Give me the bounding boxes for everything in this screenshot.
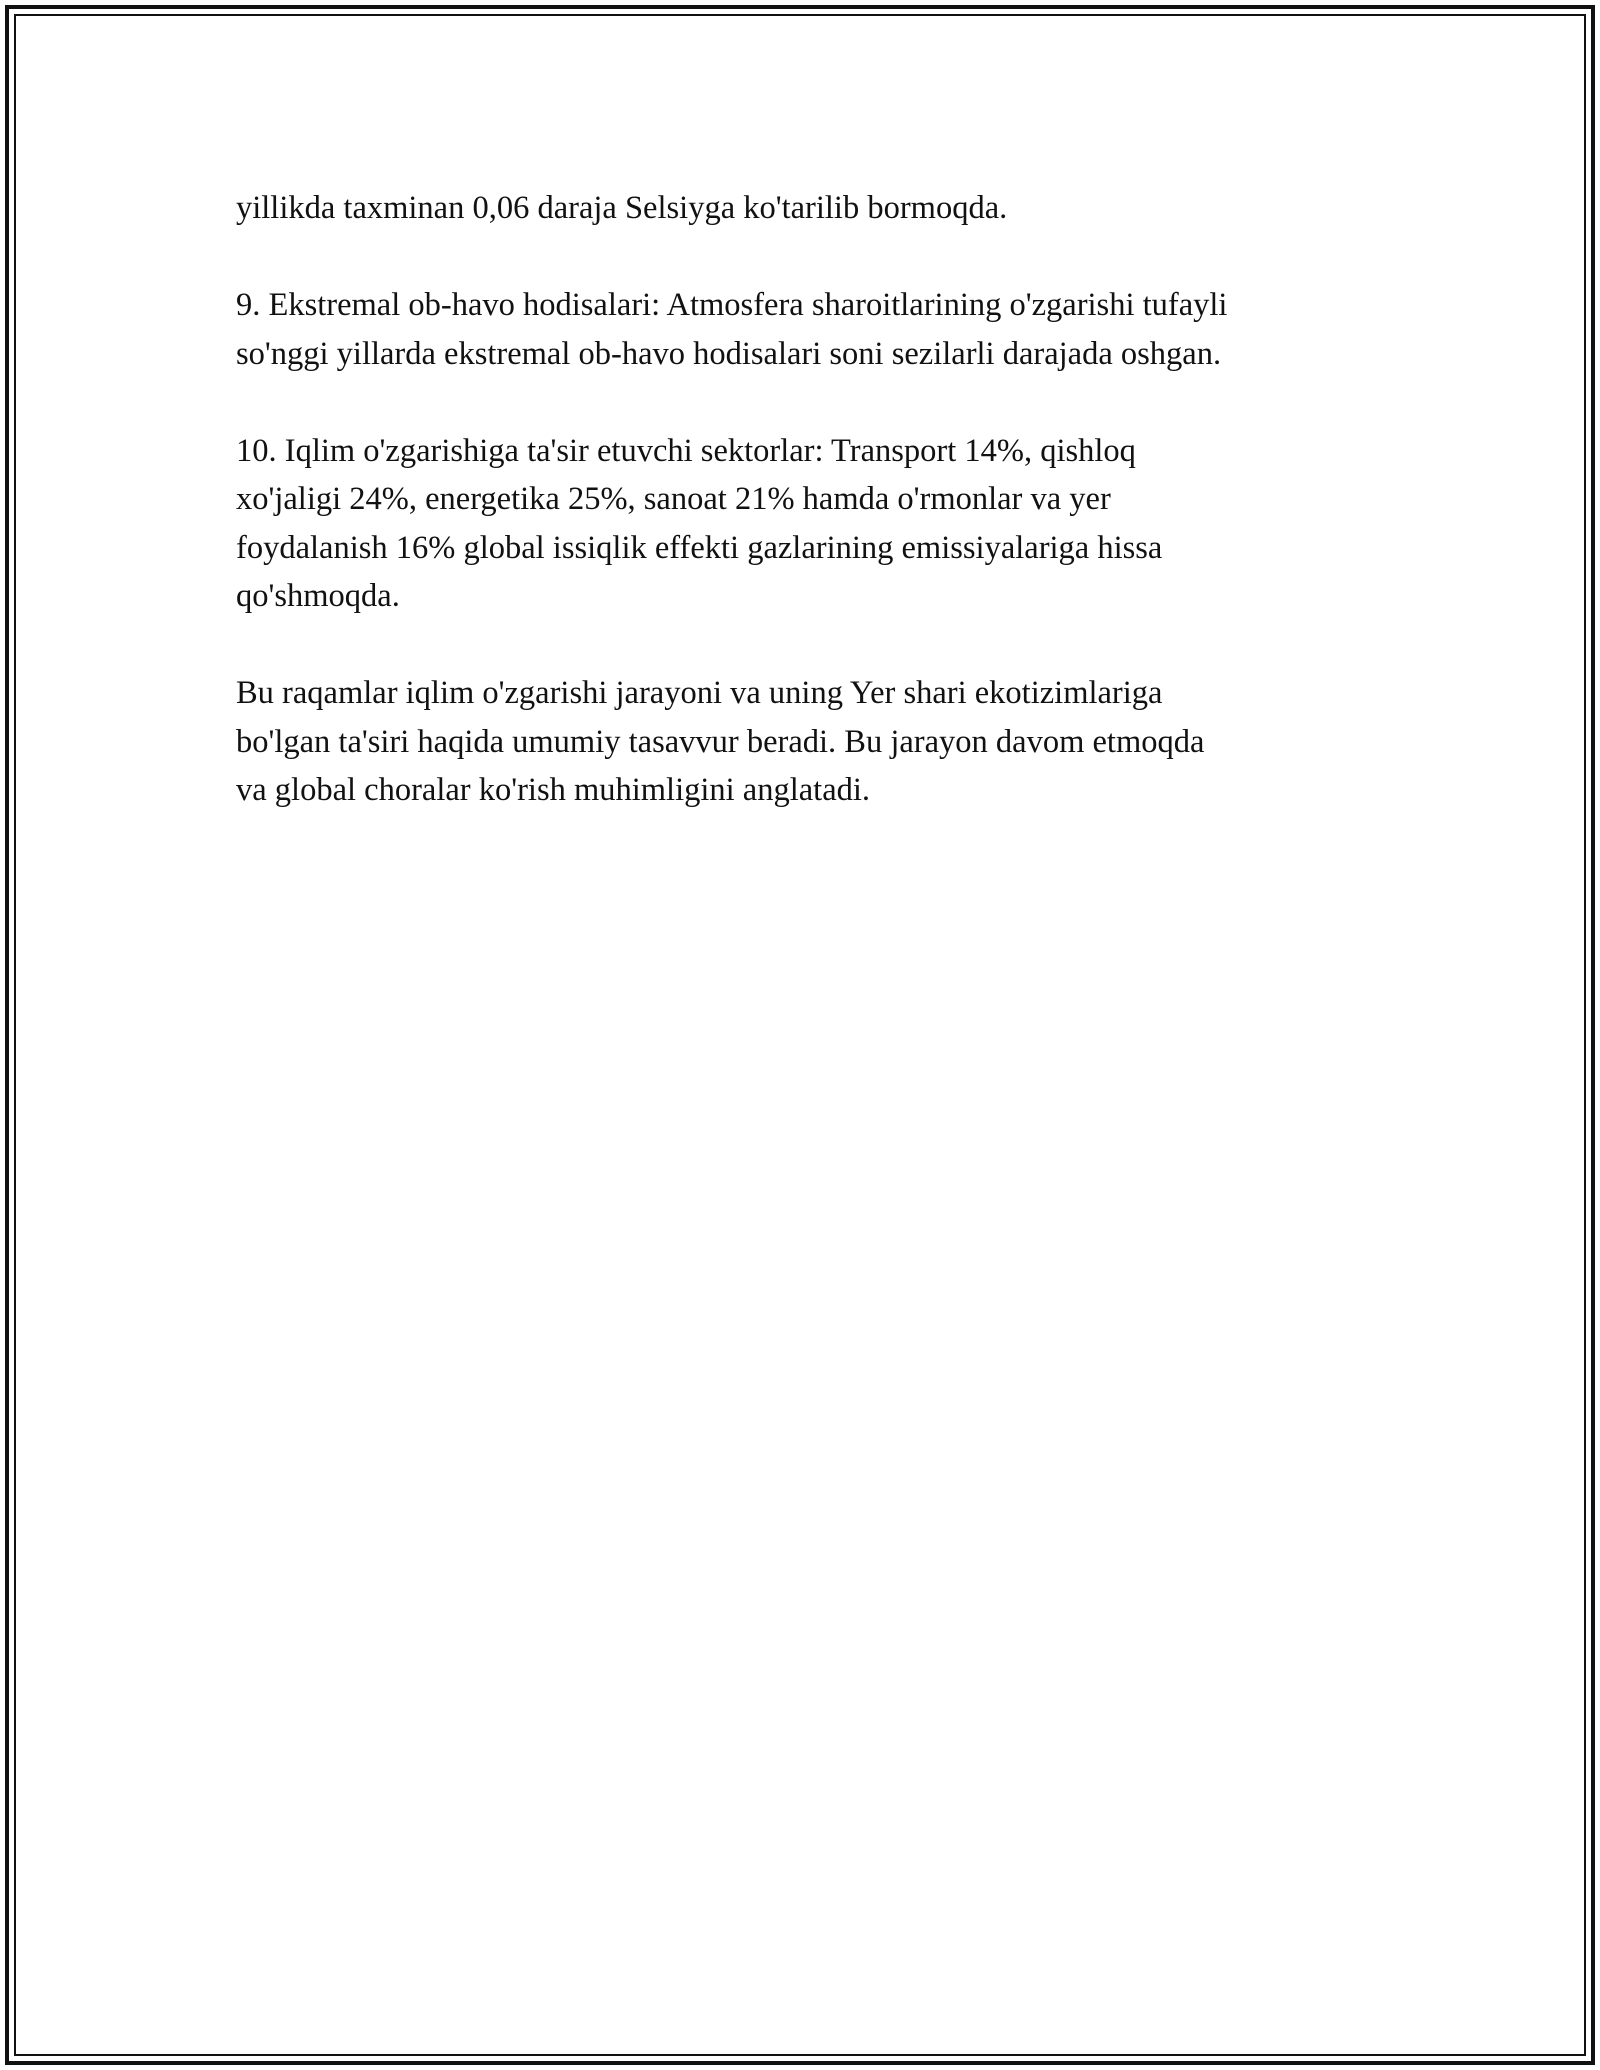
- text-line: bo'lgan ta'siri haqida umumiy tasavvur beradi. Bu jarayon davom etmoqda: [236, 723, 1205, 760]
- text-line: 10. Iqlim o'zgarishiga ta'sir etuvchi sektorlar: Transport 14%, qishloq: [236, 432, 1136, 469]
- text-line: va global choralar ko'rish muhimligini anglatadi.: [236, 772, 871, 808]
- paragraph-conclusion: [236, 669, 1386, 815]
- paragraph-sectors: [236, 427, 1386, 621]
- paragraph-continuation: [236, 184, 1386, 233]
- text-line: so'nggi yillarda ekstremal ob-havo hodisalari soni sezilarli darajada oshgan.: [236, 335, 1222, 372]
- document-body: [236, 184, 1386, 863]
- text-line: foydalanish 16% global issiqlik effekti gazlarining emissiyalariga hissa: [236, 529, 1163, 566]
- paragraph-extreme-weather: [236, 281, 1386, 378]
- text-line: 9. Ekstremal ob-havo hodisalari: Atmosfera sharoitlarining o'zgarishi tufayli: [236, 287, 1228, 323]
- text-line: Bu raqamlar iqlim o'zgarishi jarayoni va uning Yer shari ekotizimlariga: [236, 675, 1163, 711]
- text-line: qo'shmoqda.: [236, 578, 400, 614]
- text-line: xo'jaligi 24%, energetika 25%, sanoat 21% hamda o'rmonlar va yer: [236, 481, 1111, 517]
- text-line: yillikda taxminan 0,06 daraja Selsiyga ko'tarilib bormoqda.: [236, 190, 1008, 226]
